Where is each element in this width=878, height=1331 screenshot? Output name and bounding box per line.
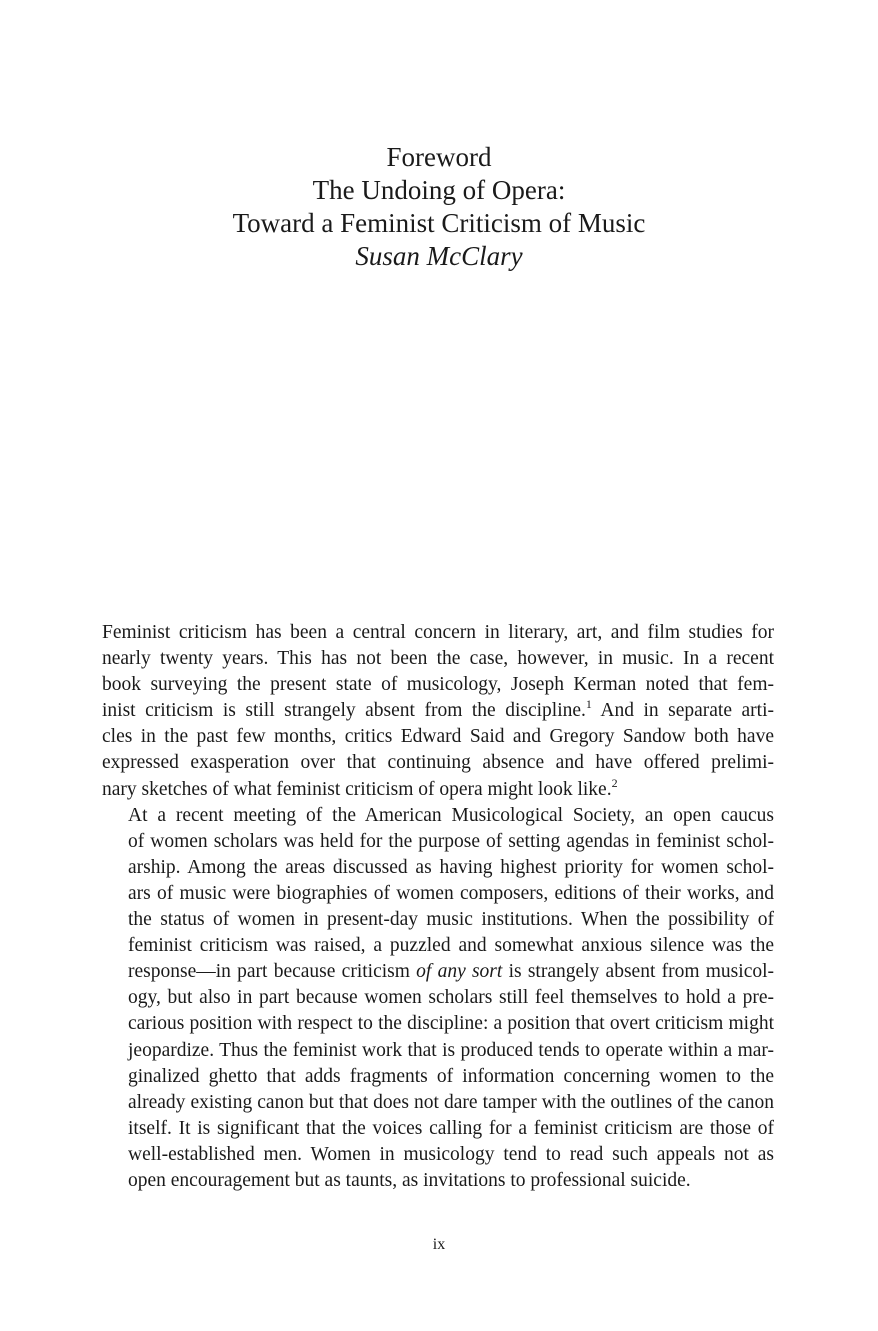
text-line: cles in the past few months, critics Edward Said and Gregory Sandow both have <box>102 726 774 748</box>
text-segment: inist criticism is still strangely absent from the discipline. <box>102 700 586 722</box>
paragraph-2 <box>102 803 774 1194</box>
chapter-title-line-2: Toward a Feminist Criticism of Music <box>232 208 646 238</box>
text-line: open encouragement but as taunts, as invitations to professional suicide. <box>128 1169 691 1191</box>
text-line: ogy, but also in part because women scholars still feel themselves to hold a pre- <box>128 987 774 1009</box>
text-line: ginalized ghetto that adds fragments of information concerning women to the <box>128 1065 774 1087</box>
text-segment: And in separate arti- <box>591 700 774 722</box>
text-line: expressed exasperation over that continuing absence and have offered prelimi- <box>102 752 774 774</box>
body-text <box>102 620 774 1194</box>
text-line: carious position with respect to the discipline: a position that overt criticism might <box>128 1013 774 1035</box>
section-label: Foreword <box>386 142 492 172</box>
text-segment: is strangely absent from musicol- <box>502 961 775 983</box>
text-line: well-established men. Women in musicology tend to read such appeals not as <box>128 1143 774 1165</box>
author-name: Susan McClary <box>355 241 523 271</box>
text-line: of women scholars was held for the purpose of setting agendas in feminist schol- <box>128 830 774 852</box>
text-line: jeopardize. Thus the feminist work that is produced tends to operate within a mar- <box>128 1039 774 1061</box>
text-line: the status of women in present-day music institutions. When the possibility of <box>128 909 774 931</box>
chapter-heading <box>0 141 878 273</box>
text-line: itself. It is significant that the voices calling for a feminist criticism are those of <box>128 1117 774 1139</box>
chapter-title-line-1: The Undoing of Opera: <box>312 175 566 205</box>
footnote-marker-2: 2 <box>611 775 618 790</box>
emphasis-text: of any sort <box>416 961 503 983</box>
text-line <box>102 777 774 803</box>
text-line: At a recent meeting of the American Musicological Society, an open caucus <box>128 804 774 826</box>
text-segment: response—in part because criticism <box>128 961 417 983</box>
text-line: Feminist criticism has been a central concern in literary, art, and film studies for <box>102 622 774 643</box>
text-line: feminist criticism was raised, a puzzled and somewhat anxious silence was the <box>128 935 774 957</box>
text-line: already existing canon but that does not dare tamper with the outlines of the canon <box>128 1091 774 1113</box>
paragraph-1 <box>102 620 774 803</box>
text-line: book surveying the present state of musicology, Joseph Kerman noted that fem- <box>102 674 774 696</box>
text-line <box>102 698 774 724</box>
text-line: ars of music were biographies of women composers, editions of their works, and <box>128 882 774 904</box>
text-line <box>102 959 774 985</box>
text-segment: nary sketches of what feminist criticism of opera might look like. <box>102 778 612 800</box>
text-line: nearly twenty years. This has not been the case, however, in music. In a recent <box>102 648 774 670</box>
text-line: arship. Among the areas discussed as having highest priority for women schol- <box>128 856 774 878</box>
footnote-marker-1: 1 <box>585 697 592 712</box>
page-number: ix <box>432 1236 446 1253</box>
